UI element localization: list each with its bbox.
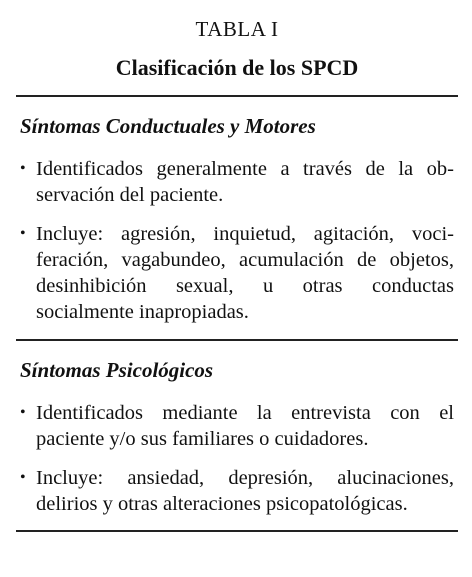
section-psicologicos (16, 357, 458, 530)
list-item (16, 400, 458, 452)
list-item (16, 156, 458, 208)
section-heading: Síntomas Psicológicos (20, 358, 214, 382)
bullet-icon: • (20, 160, 26, 177)
bottom-rule (16, 530, 458, 532)
top-rule (16, 95, 458, 97)
list-item-text: Incluye: agresión, inquietud, agitación, vociferación, vagabundeo, acumulación de objetos, desinhibición sexual, u otras conductas socialmente inapropiadas. (36, 223, 454, 323)
section-heading: Síntomas Conductuales y Motores (20, 114, 316, 138)
bullet-icon: • (20, 225, 26, 242)
list-item (16, 465, 458, 517)
list-item (16, 221, 458, 325)
list-item-text: Identificados generalmente a través de la observación del paciente. (36, 158, 454, 206)
bullet-icon: • (20, 469, 26, 486)
section-list (16, 400, 458, 517)
bullet-icon: • (20, 404, 26, 421)
section-conductual (16, 113, 458, 339)
list-item-text: Identificados mediante la entrevista con el paciente y/o sus familiares o cuidadores. (36, 402, 454, 450)
table-title: Clasificación de los SPCD (115, 55, 359, 80)
section-list (16, 156, 458, 325)
table-label: TABLA I (195, 17, 279, 41)
list-item-text: Incluye: ansiedad, depresión, alucinaciones, delirios y otras alteraciones psicopatológicas. (36, 467, 454, 515)
section-divider (16, 339, 458, 341)
